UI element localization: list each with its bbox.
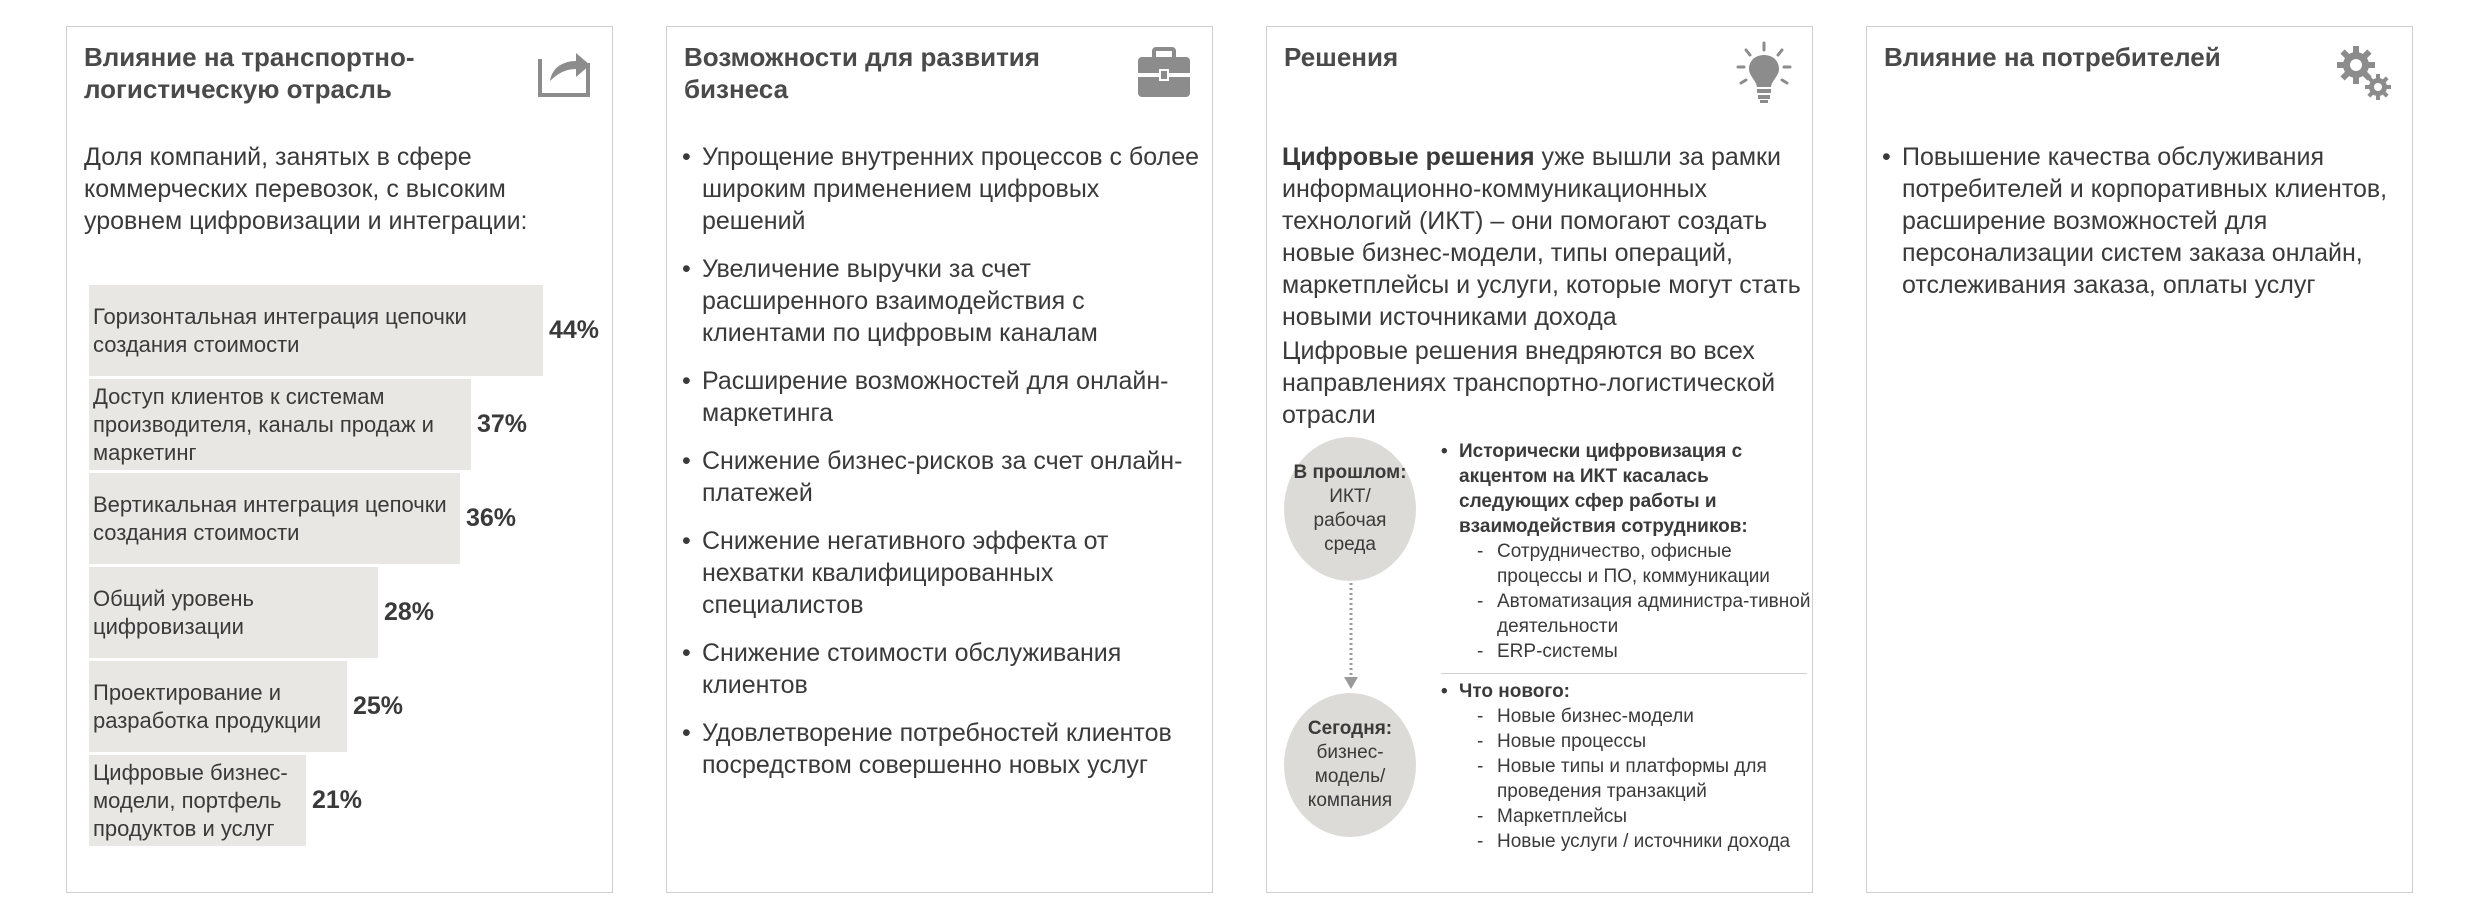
past-circle-text: ИКТ/ рабочая среда: [1313, 486, 1387, 555]
list-item: • Снижение негативного эффекта от нехватки квалифицированных специалистов: [682, 525, 1202, 621]
divider: [1441, 673, 1807, 674]
card-title: Влияние на транспортно-логистическую отрасль: [84, 42, 415, 104]
opportunities-list: [682, 141, 1202, 797]
sub-list-item: - ERP-системы: [1441, 639, 1811, 664]
sub-list-item: - Новые услуги / источники дохода: [1441, 829, 1811, 854]
sub-list-item: - Новые типы и платформы для проведения транзакций: [1441, 754, 1811, 804]
card-business-opportunities: [666, 26, 1213, 893]
lightbulb-icon: [1732, 41, 1796, 105]
today-circle-title: Сегодня:: [1307, 718, 1393, 739]
list-item: • Удовлетворение потребностей клиентов посредством совершенно новых услуг: [682, 717, 1202, 781]
bar-label: Вертикальная интеграция цепочки создания стоимости: [93, 491, 447, 545]
bar-percent: 21%: [312, 786, 363, 814]
bar-label: Горизонтальная интеграция цепочки создания стоимости: [93, 303, 467, 357]
list-item: • Увеличение выручки за счет расширенного взаимодействия с клиентами по цифровым каналам: [682, 253, 1202, 349]
solutions-paragraph-rest: уже вышли за рамки информационно-коммуникационных технологий (ИКТ) – они помогают создать новые бизнес-модели, типы операций, маркетплейсы и услуги, которые могут стать новыми источниками дохода: [1282, 143, 1801, 331]
today-details: [1441, 679, 1811, 854]
past-heading: • Исторически цифровизация с акцентом на ИКТ касалась следующих сфер работы и взаимодействия сотрудников:: [1441, 439, 1811, 539]
timeline-arrow-icon: [1343, 583, 1359, 691]
solutions-paragraph-2: Цифровые решения внедряются во всех направлениях транспортно-логистической отрасли: [1282, 337, 1776, 429]
bar-percent: 44%: [549, 316, 600, 344]
card-consumer-impact: [1866, 26, 2413, 893]
bar-percent: 37%: [477, 410, 528, 438]
card-title: Влияние на потребителей: [1884, 42, 2221, 72]
bar-label: Цифровые бизнес-модели, портфель продуктов и услуг: [93, 759, 288, 841]
card-title: Решения: [1284, 42, 1399, 72]
bar-label: Проектирование и разработка продукции: [93, 679, 322, 733]
list-item: • Упрощение внутренних процессов с более широким применением цифровых решений: [682, 141, 1202, 237]
past-details: [1441, 439, 1811, 664]
sub-list-item: - Автоматизация администра-тивной деятельности: [1441, 589, 1811, 639]
bar-percent: 36%: [466, 504, 517, 532]
list-item: • Снижение стоимости обслуживания клиентов: [682, 637, 1202, 701]
bar-label: Доступ клиентов к системам производителя, каналы продаж и маркетинг: [93, 383, 434, 465]
export-arrow-icon: [532, 41, 596, 105]
list-item: • Расширение возможностей для онлайн-маркетинга: [682, 365, 1202, 429]
today-circle: [1284, 693, 1416, 837]
consumer-impact-list: [1882, 141, 2402, 317]
bar-percent: 28%: [384, 598, 435, 626]
intro-text: Доля компаний, занятых в сфере коммерческих перевозок, с высоким уровнем цифровизации и интеграции:: [84, 143, 528, 235]
today-heading: • Что нового:: [1441, 679, 1811, 704]
today-circle-text: бизнес-модель/ компания: [1307, 742, 1393, 811]
sub-list-item: - Маркетплейсы: [1441, 804, 1811, 829]
solutions-paragraph: [1282, 141, 1807, 333]
card-transport-impact: [66, 26, 613, 893]
past-circle: [1284, 437, 1416, 581]
list-item: • Снижение бизнес-рисков за счет онлайн-платежей: [682, 445, 1202, 509]
bar-percent: 25%: [353, 692, 404, 720]
sub-list-item: - Сотрудничество, офисные процессы и ПО, коммуникации: [1441, 539, 1811, 589]
sub-list-item: - Новые процессы: [1441, 729, 1811, 754]
past-circle-title: В прошлом:: [1293, 462, 1407, 483]
bar-label: Общий уровень цифровизации: [93, 585, 255, 639]
card-solutions: [1266, 26, 1813, 893]
card-title: Возможности для развития бизнеса: [684, 42, 1040, 104]
sub-list-item: - Новые бизнес-модели: [1441, 704, 1811, 729]
list-item: • Повышение качества обслуживания потребителей и корпоративных клиентов, расширение возможностей для персонализации систем заказа онлайн, отслеживания заказа, оплаты услуг: [1882, 141, 2402, 301]
solutions-bold-lead: Цифровые решения: [1282, 143, 1535, 171]
briefcase-icon: [1132, 41, 1196, 105]
gears-icon: [2332, 41, 2396, 105]
